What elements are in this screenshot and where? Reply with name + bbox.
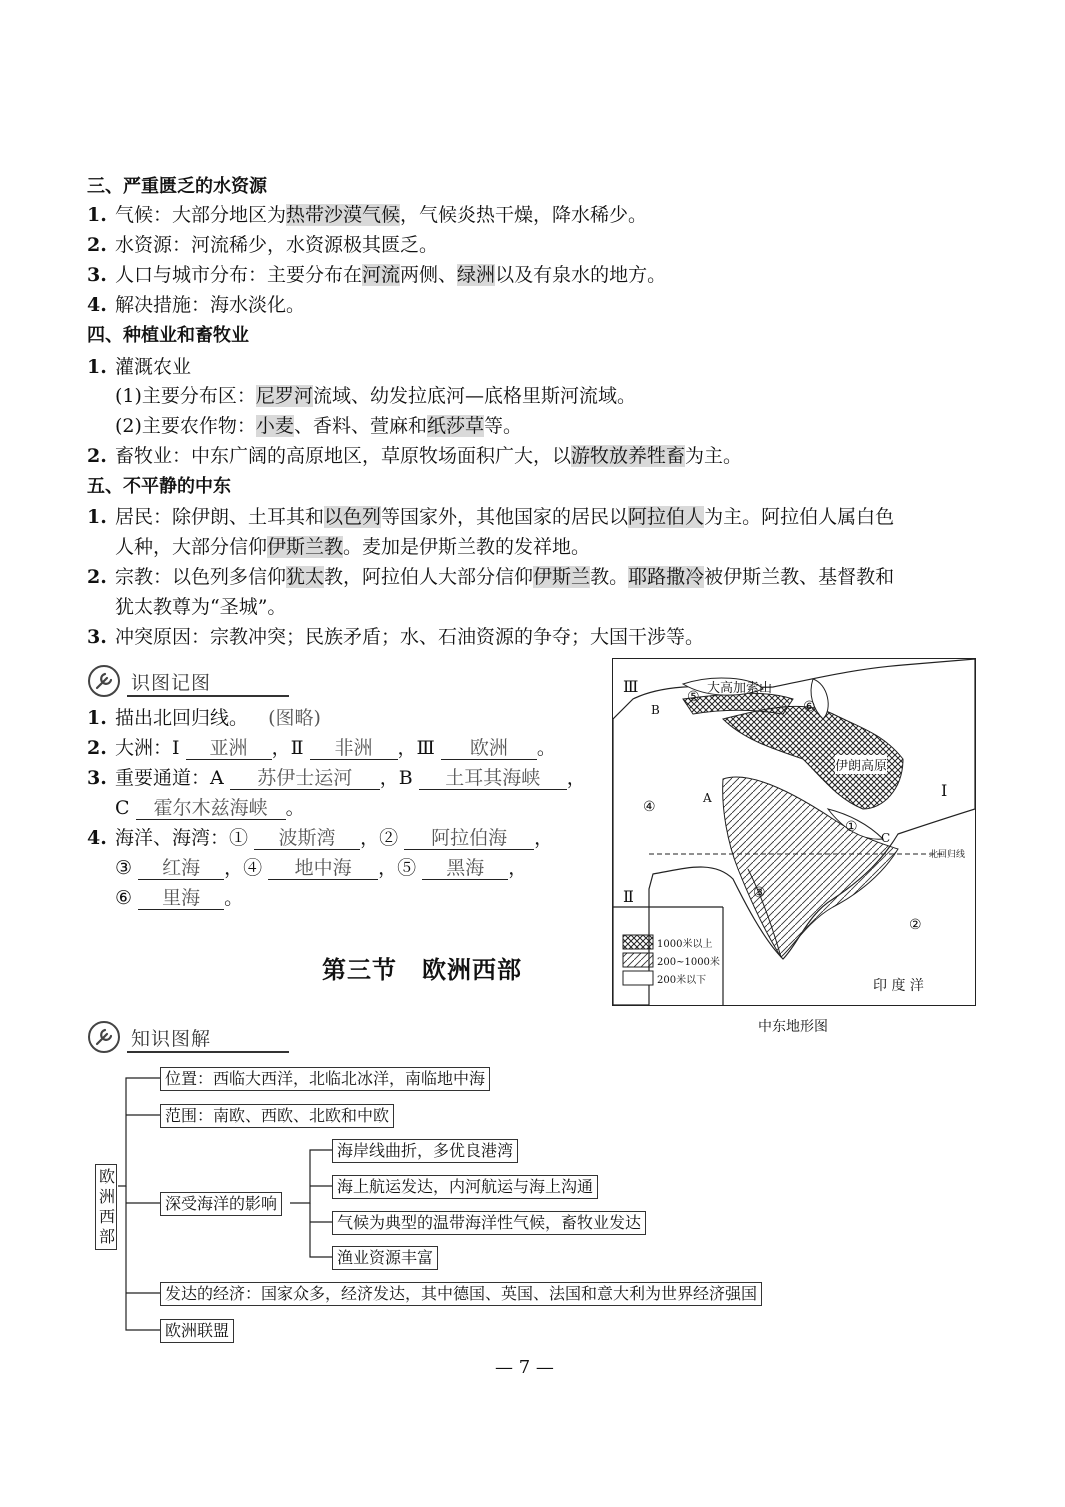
list-item: 1. 居民：除伊朗、土耳其和以色列等国家外，其他国家的居民以阿拉伯人为主。阿拉伯人属白色 [87,506,895,528]
badge-map-reading: 识图记图 [87,664,297,698]
list-item: (2)主要农作物：小麦、香料、萱麻和纸莎草等。 [115,415,522,437]
list-item: 犹太教尊为“圣城”。 [115,596,287,618]
section-title: 第三节 欧洲西部 [322,955,522,984]
tree-root: 欧洲西部 [95,1164,117,1250]
tree-node-climate: 气候为典型的温带海洋性气候，畜牧业发达 [332,1211,646,1235]
section-heading-water: 三、严重匮乏的水资源 [87,176,267,197]
list-item: 1. 灌溉农业 [87,356,192,378]
tree-node-location: 位置：西临大西洋，北临北冰洋，南临地中海 [160,1067,490,1091]
question-2: 2. 大洲：Ⅰ 亚洲 ，Ⅱ 非洲 ，Ⅲ 欧洲 。 [87,737,556,759]
list-item: 3. 冲突原因：宗教冲突；民族矛盾；水、石油资源的争夺；大国干涉等。 [87,626,705,648]
page-number: — 7 — [495,1357,554,1378]
list-item: 4. 解决措施：海水淡化。 [87,294,306,316]
list-item: 人种，大部分信仰伊斯兰教。麦加是伊斯兰教的发祥地。 [115,536,591,558]
question-3-line-2: C 霍尔木兹海峡 。 [115,797,305,819]
tree-node-shipping: 海上航运发达，内河航运与海上沟通 [332,1175,598,1199]
middle-east-terrain-map: Ⅲ Ⅰ Ⅱ 大高加索山 伊朗高原 北回归线 印 度 洋 B A C ① ② ③ ④ ⑤ ⑥ 1000米以上 200~1000米 200米以下 [612,658,976,1006]
section-heading-middle-east: 五、不平静的中东 [87,476,231,497]
question-4-line-2: ③ 红海 ，④ 地中海 ，⑤ 黑海 ， [115,857,528,879]
tree-node-economy: 发达的经济：国家众多，经济发达，其中德国、英国、法国和意大利为世界经济强国 [160,1282,762,1306]
question-4: 4. 海洋、海湾：① 波斯湾 ，② 阿拉伯海 ， [87,827,554,849]
tree-node-ocean-influence: 深受海洋的影响 [160,1192,282,1216]
list-item: 2. 宗教：以色列多信仰犹太教，阿拉伯人大部分信仰伊斯兰教。耶路撒冷被伊斯兰教、基督教和 [87,566,895,588]
question-3: 3. 重要通道：A 苏伊士运河 ，B 土耳其海峡 ， [87,767,586,789]
question-4-line-3: ⑥ 里海 。 [115,887,244,909]
section-heading-agriculture: 四、种植业和畜牧业 [87,325,249,346]
list-item: 1. 气候：大部分地区为热带沙漠气候，气候炎热干燥，降水稀少。 [87,204,648,226]
list-item: 2. 水资源：河流稀少，水资源极其匮乏。 [87,234,439,256]
tree-node-scope: 范围：南欧、西欧、北欧和中欧 [160,1104,394,1128]
tree-node-coastline: 海岸线曲折，多优良港湾 [332,1139,518,1163]
question-1: 1. 描出北回归线。 (图略) [87,707,321,729]
list-item: 2. 畜牧业：中东广阔的高原地区，草原牧场面积广大，以游牧放养牲畜为主。 [87,445,743,467]
tree-node-eu: 欧洲联盟 [160,1319,234,1343]
badge-knowledge-diagram: 知识图解 [87,1020,297,1054]
list-item: (1)主要分布区：尼罗河流域、幼发拉底河—底格里斯河流域。 [115,385,636,407]
list-item: 3. 人口与城市分布：主要分布在河流两侧、绿洲以及有泉水的地方。 [87,264,667,286]
map-caption: 中东地形图 [758,1019,828,1035]
tree-node-fishery: 渔业资源丰富 [332,1246,438,1270]
